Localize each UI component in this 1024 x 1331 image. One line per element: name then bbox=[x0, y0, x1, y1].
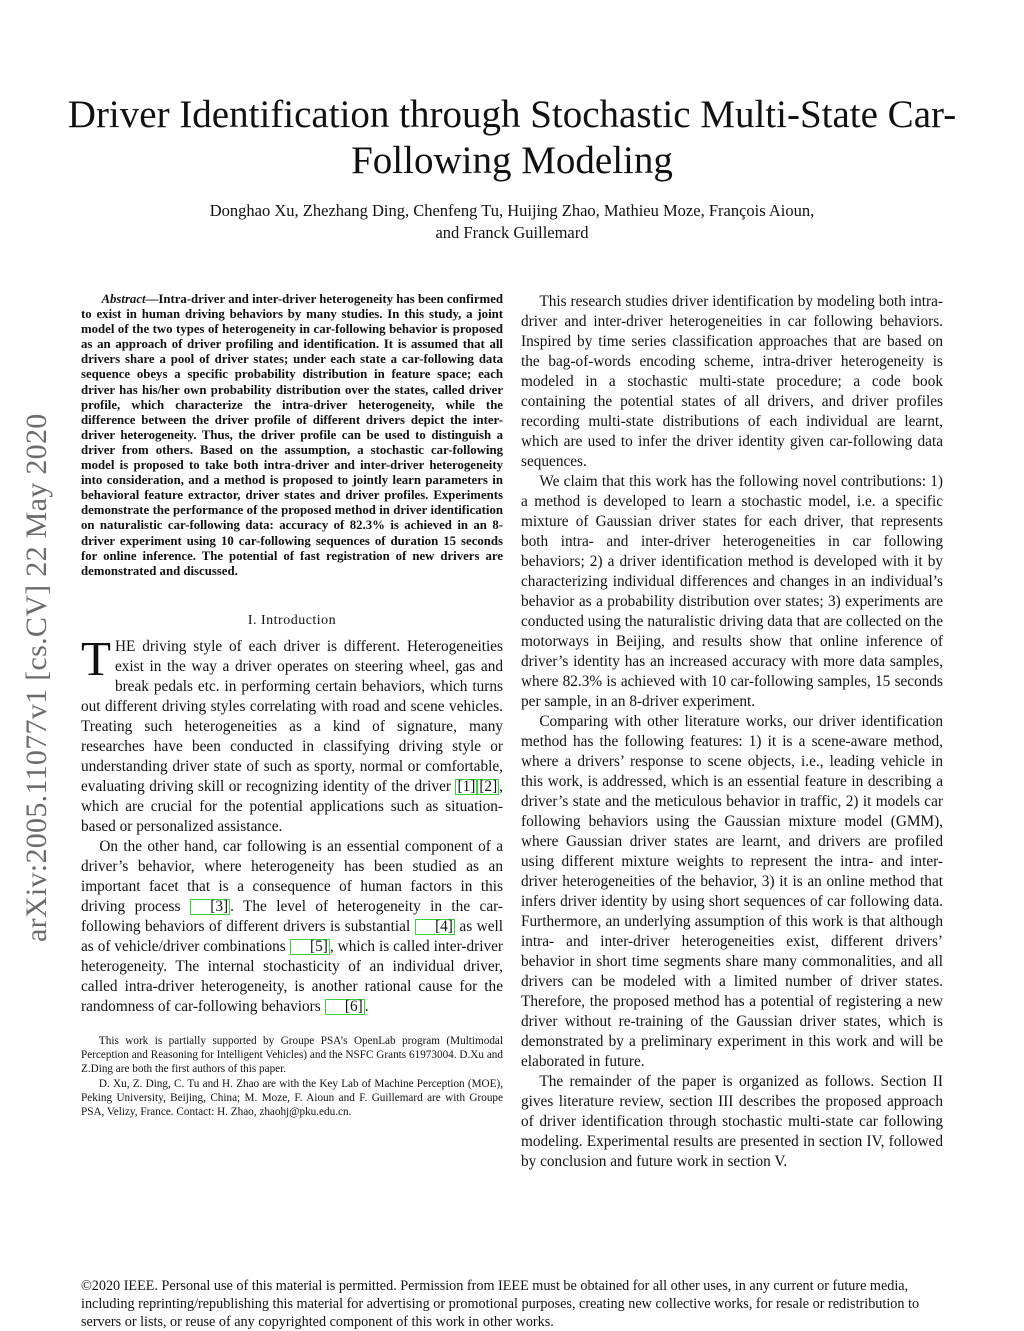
author-line-2: and Franck Guillemard bbox=[435, 223, 589, 242]
body-paragraph: We claim that this work has the following novel contributions: 1) a method is developed to learn a stochastic model, i.e. a specific mixture of Gaussian driver states for each driver, that represents both intra- and inter-driver heterogeneities in car following behaviors; 2) a driver identification method is developed with it by characterizing individual differences and changes in an individual’s behavior as a probability distribution over states; 3) experiments are conducted using the naturalistic driving data that are collected on the motorways in Beijing, and results show that online inference of driver’s identity has an increased accuracy with more data samples, where 82.3% is achieved with 10 car-following samples, 15 seconds per sample, in an 8-driver experiment. bbox=[521, 473, 943, 710]
citation-link[interactable]: [6] bbox=[325, 999, 365, 1015]
abstract-label: Abstract bbox=[101, 292, 146, 306]
drop-cap: T bbox=[81, 630, 111, 686]
body-paragraph: This research studies driver identification by modeling both intra-driver and inter-driver heterogeneities in car following behaviors. Inspired by time series classification approaches that are based on the bag-of-words encoding scheme, intra-driver heterogeneity is modeled in a stochastic multi-state procedure; a code book containing the potential states of all drivers, and driver profiles recording multi-state distributions of each individual are learnt, which are used to infer the driver identity given car-following data sequences. bbox=[521, 293, 943, 470]
footnote bbox=[81, 1034, 503, 1120]
body-paragraph: The remainder of the paper is organized as follows. Section II gives literature review, section III describes the proposed approach of driver identification through stochastic multi-state car following modeling. Experimental results are presented in section IV, followed by conclusion and future work in section V. bbox=[521, 1073, 943, 1170]
abstract-text: Intra-driver and inter-driver heterogeneity has been confirmed to exist in human driving behaviors by many studies. In this study, a joint model of the two types of heterogeneity in car-following behavior is proposed as an approach of driver profiling and identification. It is assumed that all drivers share a pool of driver states; under each state a car-following data sequence obeys a specific probability distribution in feature space; each driver has his/her own probability distribution over the states, called driver profile, which characterize the intra-driver heterogeneity, while the difference between the driver profile of different drivers depict the inter-driver heterogeneity. Thus, the driver profile can be used to distinguish a driver from others. Based on the assumption, a stochastic car-following model is proposed to take both intra-driver and inter-driver heterogeneity into consideration, and a method is proposed to jointly learn parameters in behavioral feature extractor, driver states and driver profiles. Experiments demonstrate the performance of the proposed method in driver identification on naturalistic car-following data: accuracy of 82.3% is achieved in an 8-driver experiment using 10 car-following sequences of duration 15 seconds for online inference. The potential of fast registration of new drivers are demonstrated and discussed. bbox=[81, 292, 503, 578]
footnote-affiliations: D. Xu, Z. Ding, C. Tu and H. Zhao are with the Key Lab of Machine Perception (MOE), Peking University, Beijing, China; M. Moze, F. Aioun and F. Guillemard are with Groupe PSA, Velizy, France. Contact: H. Zhao, zhaohj@pku.edu.cn. bbox=[81, 1077, 503, 1119]
author-line-1: Donghao Xu, Zhezhang Ding, Chenfeng Tu, Huijing Zhao, Mathieu Moze, François Aioun, bbox=[209, 201, 815, 220]
citation-link[interactable]: [5] bbox=[290, 939, 330, 955]
intro-paragraph-2 bbox=[81, 837, 503, 1017]
left-column bbox=[81, 292, 503, 1120]
copyright-notice: ©2020 IEEE. Personal use of this material is permitted. Permission from IEEE must be obtained for all other uses, in any current or future media, including reprinting/republishing this material for advertising or promotional purposes, creating new collective works, for resale or redistribution to servers or lists, or reuse of any copyrighted component of this work in other works. bbox=[81, 1278, 920, 1330]
intro-p2-a: On the other hand, car following is an essential component of a driver’s behavior, where heterogeneity has been studied as an important facet that is a consequence of human factors in this driving process bbox=[81, 837, 503, 915]
intro-p1-lead: HE driving style of each driver is different. Heterogeneities exist in the way a driver operates on steering wheel, gas and break pedals etc. in performing certain behaviors, which turns out different driving styles correlating with road and scene vehicles. Treating such heterogeneities as a kind of signature, many researches have been conducted in classifying driving style or understanding driver state of such as sporty, normal or comfortable, evaluating driving skill or recognizing identity of the driver bbox=[81, 637, 503, 795]
citation-link[interactable]: [2] bbox=[479, 777, 498, 795]
intro-p2-b: . The level of heterogeneity in the car-following behaviors of different drivers is substantial bbox=[81, 897, 503, 935]
citation-link[interactable]: [1] bbox=[457, 777, 476, 795]
intro-paragraph-1 bbox=[81, 630, 503, 837]
section-heading-introduction: I. Introduction bbox=[247, 612, 337, 628]
citation-link[interactable]: [4] bbox=[415, 919, 455, 935]
body-paragraph: Comparing with other literature works, our driver identification method has the following features: 1) it is a scene-aware method, where a drivers’ response to scene objects, i.e., leading vehicle in this work, is addressed, which is an essential feature in describing a driver’s state and the meticulous behavior in traffic, 2) it models car following behaviors using the Gaussian mixture model (GMM), where Gaussian driver states are learnt, and drivers are profiled using different mixture weights to represent the intra- and inter-driver heterogeneities of the behavior, 3) it is an online method that infers driver identity by using short sequences of car following data. Furthermore, an underlying assumption of this work is that although intra- and inter-driver heterogeneities exist, different drivers’ behavior in short time segments share many commonalities, and all drivers can be modeled with a limited number of driver states. Therefore, the proposed method has a potential of registering a new driver without re-training of the Gaussian driver states, which is demonstrated by a preliminary experiment in this work and will be elaborated in future. bbox=[521, 713, 943, 1070]
arxiv-identifier-stamp: arXiv:2005.11077v1 [cs.CV] 22 May 2020 bbox=[20, 413, 53, 942]
author-list bbox=[60, 200, 964, 244]
abstract-dash: — bbox=[145, 292, 159, 306]
abstract bbox=[81, 292, 503, 579]
intro-p2-d: , which is called inter-driver heterogeneity. The internal stochasticity of an individual driver, called intra-driver heterogeneity, is another rational cause for the randomness of car-following behaviors bbox=[81, 937, 503, 1015]
citation-link[interactable]: [3] bbox=[190, 899, 230, 915]
intro-p2-e: . bbox=[364, 997, 369, 1015]
paper-title: Driver Identification through Stochastic Multi-State Car-Following Modeling bbox=[67, 93, 957, 182]
right-column bbox=[521, 292, 943, 1172]
intro-p2-c: as well as of vehicle/driver combinations bbox=[81, 917, 503, 955]
intro-p1-tail: , which are crucial for the potential applications such as situation-based or personalized assistance. bbox=[81, 777, 503, 835]
footnote-funding: This work is partially supported by Groupe PSA’s OpenLab program (Multimodal Perception and Reasoning for Intelligent Vehicles) and the NSFC Grants 61973004. D.Xu and Z.Ding are both the first authors of this paper. bbox=[81, 1034, 503, 1076]
